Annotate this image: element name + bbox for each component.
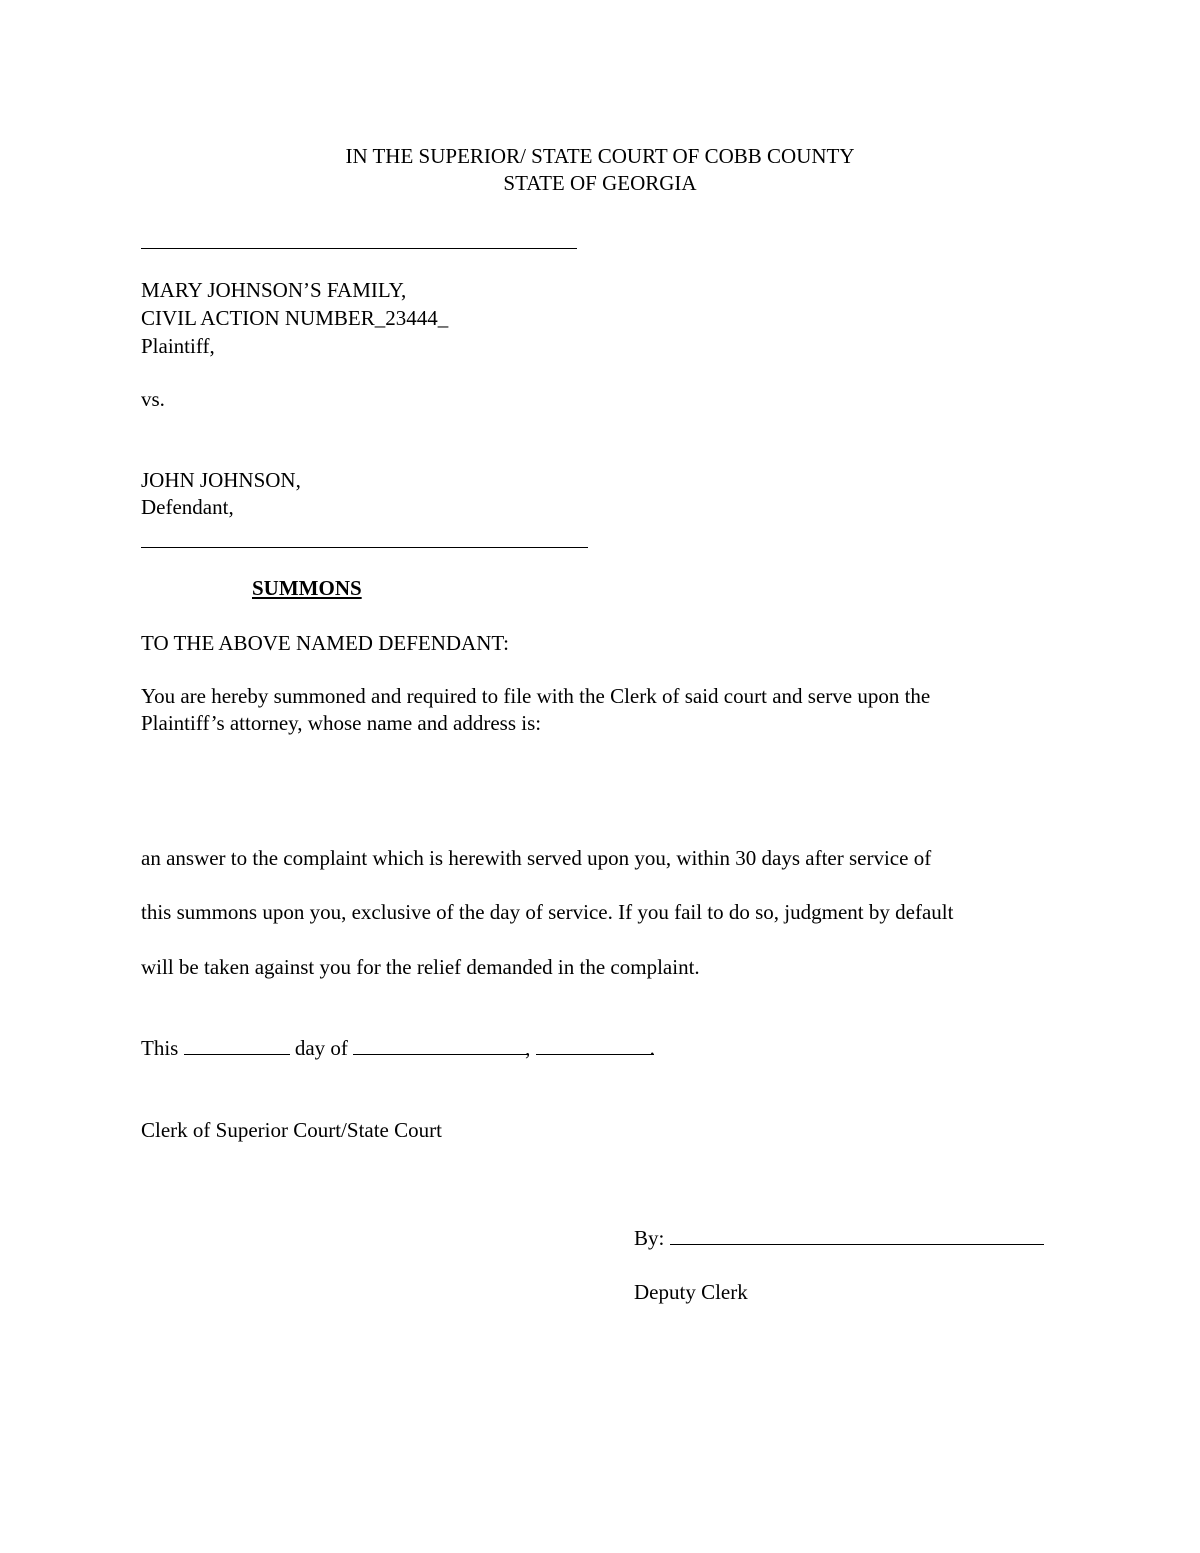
defendant-label: Defendant, — [141, 495, 234, 519]
paragraph-1-line-1: You are hereby summoned and required to file with the Clerk of said court and serve upon the — [141, 684, 931, 708]
signature-blank[interactable] — [670, 1226, 1044, 1245]
state-heading: STATE OF GEORGIA — [503, 171, 697, 195]
date-line — [141, 1035, 655, 1062]
year-blank[interactable] — [536, 1036, 654, 1055]
deputy-clerk-label: Deputy Clerk — [634, 1280, 748, 1304]
date-this-label: This — [141, 1036, 179, 1060]
plaintiff-label: Plaintiff, — [141, 334, 215, 358]
paragraph-2-line-3: will be taken against you for the relief demanded in the complaint. — [141, 955, 700, 979]
date-period: . — [649, 1036, 655, 1060]
civil-action-number: CIVIL ACTION NUMBER_23444_ — [141, 306, 449, 330]
court-heading: IN THE SUPERIOR/ STATE COURT OF COBB COUNTY — [345, 144, 855, 168]
caption-top-rule — [141, 248, 577, 249]
plaintiff-name: MARY JOHNSON’S FAMILY, — [141, 278, 407, 302]
by-line — [634, 1225, 1044, 1252]
summons-title: SUMMONS — [252, 576, 362, 600]
paragraph-2-line-1: an answer to the complaint which is herewith served upon you, within 30 days after service of — [141, 846, 932, 870]
date-day-of-label: day of — [294, 1036, 348, 1060]
defendant-name: JOHN JOHNSON, — [141, 468, 301, 492]
paragraph-1-line-2: Plaintiff’s attorney, whose name and address is: — [141, 711, 542, 735]
month-blank[interactable] — [353, 1036, 529, 1055]
date-comma: , — [525, 1036, 531, 1060]
caption-bottom-rule — [141, 547, 588, 548]
by-label: By: — [634, 1226, 665, 1250]
versus-label: vs. — [141, 387, 165, 411]
paragraph-2-line-2: this summons upon you, exclusive of the day of service. If you fail to do so, judgment by default — [141, 900, 954, 924]
addressee-line: TO THE ABOVE NAMED DEFENDANT: — [141, 631, 510, 655]
day-blank[interactable] — [184, 1036, 290, 1055]
clerk-title: Clerk of Superior Court/State Court — [141, 1118, 442, 1142]
